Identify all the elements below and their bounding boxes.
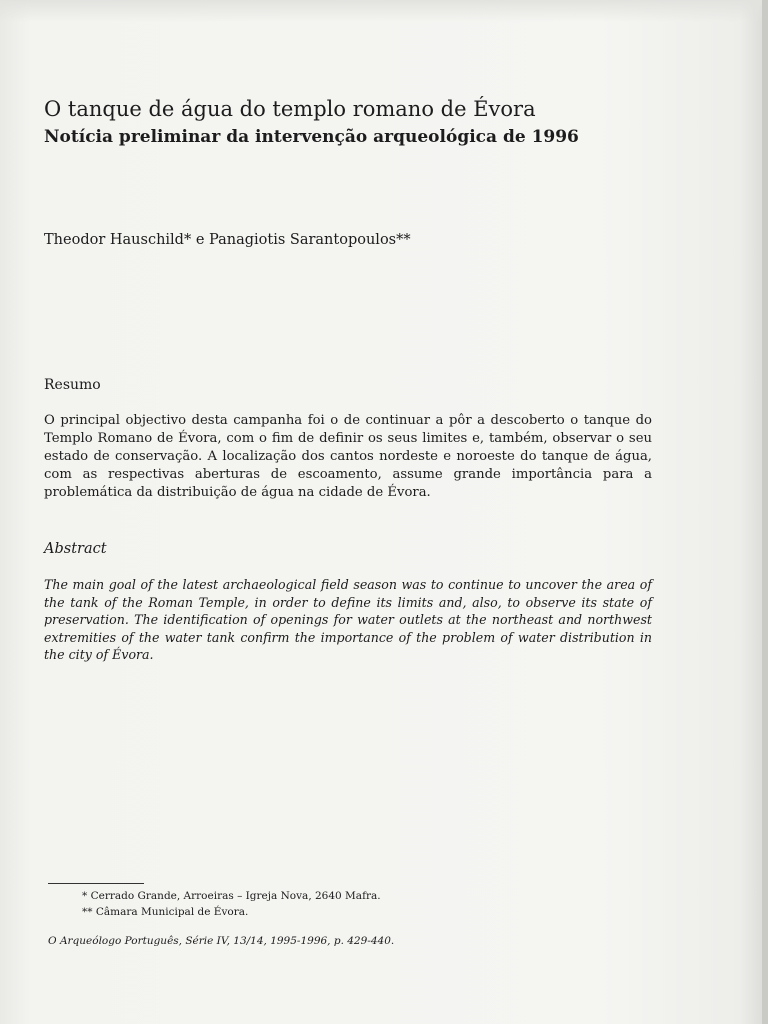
footnote-1: * Cerrado Grande, Arroeiras – Igreja Nova, 2640 Mafra. xyxy=(82,890,381,902)
resumo-heading: Resumo xyxy=(44,377,101,393)
journal-citation: O Arqueólogo Português, Série IV, 13/14, 1995-1996, p. 429-440. xyxy=(48,935,395,947)
abstract-heading: Abstract xyxy=(44,541,107,557)
resumo-paragraph: O principal objectivo desta campanha foi o de continuar a pôr a descoberto o tanque do Templo Romano de Évora, com o fim de definir os seus limites e, também, observar o seu estado de conservação. A localização dos cantos nordeste e noroeste do tanque de água, com as respectivas aberturas de escoamento, assume grande importância para a problemática da distribuição de água na cidade de Évora. xyxy=(44,413,652,500)
footnote-divider xyxy=(48,883,144,884)
abstract-paragraph: The main goal of the latest archaeological field season was to continue to uncover the area of the tank of the Roman Temple, in order to define its limits and, also, to observe its state of preservation. The identification of openings for water outlets at the northeast and northwest extremities of the water tank confirm the importance of the problem of water distribution in the city of Évora. xyxy=(44,577,652,662)
article-subtitle: Notícia preliminar da intervenção arqueológica de 1996 xyxy=(44,127,579,147)
article-title: O tanque de água do templo romano de Évora xyxy=(44,97,536,121)
page-top-shadow xyxy=(0,0,768,22)
page-right-edge xyxy=(762,0,768,1024)
footnote-2: ** Câmara Municipal de Évora. xyxy=(82,906,249,918)
article-authors: Theodor Hauschild* e Panagiotis Sarantopoulos** xyxy=(44,232,411,248)
